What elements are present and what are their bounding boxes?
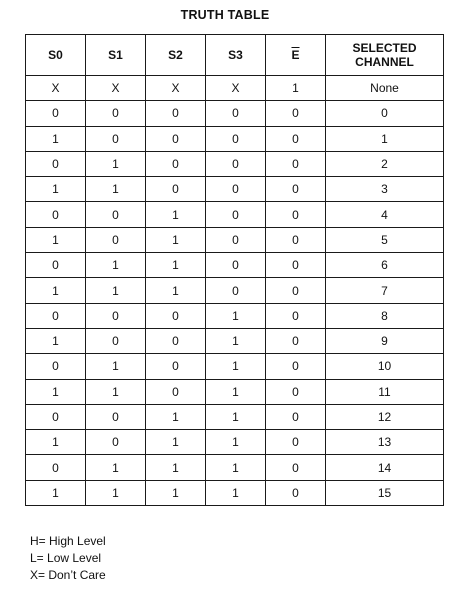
cell-s3: 0	[206, 126, 266, 151]
cell-s2: 1	[146, 253, 206, 278]
table-row	[26, 328, 444, 353]
cell-s0: 1	[26, 278, 86, 303]
table-row	[26, 455, 444, 480]
header-row	[26, 35, 444, 76]
cell-s0: 1	[26, 430, 86, 455]
header-enable-label: $\overline{E}$	[291, 48, 300, 62]
cell-selected-channel: 1	[326, 126, 444, 151]
table-row	[26, 101, 444, 126]
cell-s3: 0	[206, 151, 266, 176]
cell-selected-channel: 11	[326, 379, 444, 404]
header-channel-line1: SELECTED	[352, 41, 417, 55]
cell-s3: 1	[206, 303, 266, 328]
cell-s0: 1	[26, 227, 86, 252]
header-enable	[266, 35, 326, 76]
table-row	[26, 430, 444, 455]
table-row	[26, 303, 444, 328]
header-s0: S0	[26, 35, 86, 76]
cell-selected-channel: 13	[326, 430, 444, 455]
cell-s1: 0	[86, 202, 146, 227]
cell-s1: 0	[86, 430, 146, 455]
cell-enable: 0	[266, 455, 326, 480]
cell-s1: 0	[86, 303, 146, 328]
cell-s3: 0	[206, 202, 266, 227]
cell-enable: 0	[266, 379, 326, 404]
table-header	[26, 35, 444, 76]
table-row	[26, 202, 444, 227]
cell-s3: 1	[206, 379, 266, 404]
table-body	[26, 76, 444, 506]
cell-s3: 0	[206, 278, 266, 303]
cell-enable: 0	[266, 328, 326, 353]
cell-selected-channel: 7	[326, 278, 444, 303]
cell-s2: 1	[146, 480, 206, 505]
cell-s3: 0	[206, 101, 266, 126]
cell-s3: 1	[206, 328, 266, 353]
cell-selected-channel: 15	[326, 480, 444, 505]
cell-s2: 0	[146, 379, 206, 404]
table-row	[26, 379, 444, 404]
cell-s3: 1	[206, 404, 266, 429]
cell-enable: 0	[266, 303, 326, 328]
table-row	[26, 278, 444, 303]
cell-s0: 1	[26, 379, 86, 404]
table-row	[26, 177, 444, 202]
cell-s1: 0	[86, 227, 146, 252]
cell-selected-channel: 5	[326, 227, 444, 252]
cell-enable: 0	[266, 278, 326, 303]
cell-enable: 0	[266, 101, 326, 126]
cell-enable: 0	[266, 253, 326, 278]
legend-low-level: L= Low Level	[30, 551, 102, 565]
cell-s2: 0	[146, 151, 206, 176]
cell-s1: 1	[86, 480, 146, 505]
table-title: TRUTH TABLE	[180, 8, 270, 22]
cell-s0: 1	[26, 328, 86, 353]
cell-s2: 1	[146, 404, 206, 429]
cell-selected-channel: None	[326, 76, 444, 101]
cell-s3: 1	[206, 480, 266, 505]
cell-enable: 0	[266, 480, 326, 505]
table-row	[26, 480, 444, 505]
cell-selected-channel: 14	[326, 455, 444, 480]
legend	[30, 533, 106, 584]
cell-s0: 0	[26, 253, 86, 278]
table-row	[26, 126, 444, 151]
cell-s0: 0	[26, 202, 86, 227]
cell-enable: 0	[266, 354, 326, 379]
cell-s2: 1	[146, 430, 206, 455]
cell-s0: 1	[26, 126, 86, 151]
cell-s2: 1	[146, 227, 206, 252]
cell-s0: 0	[26, 303, 86, 328]
table-row	[26, 253, 444, 278]
cell-enable: 0	[266, 177, 326, 202]
cell-s0: 0	[26, 354, 86, 379]
legend-high-level: H= High Level	[30, 534, 106, 548]
header-s2: S2	[146, 35, 206, 76]
cell-selected-channel: 2	[326, 151, 444, 176]
header-s1: S1	[86, 35, 146, 76]
legend-dont-care: X= Don’t Care	[30, 568, 106, 582]
cell-s2: 0	[146, 177, 206, 202]
header-selected-channel	[326, 35, 444, 76]
cell-s0: X	[26, 76, 86, 101]
cell-s2: 0	[146, 354, 206, 379]
cell-s1: 1	[86, 177, 146, 202]
cell-s0: 1	[26, 177, 86, 202]
cell-s1: 1	[86, 253, 146, 278]
cell-s0: 0	[26, 455, 86, 480]
cell-s3: 0	[206, 227, 266, 252]
cell-s2: 0	[146, 328, 206, 353]
cell-enable: 1	[266, 76, 326, 101]
cell-enable: 0	[266, 430, 326, 455]
cell-s2: 0	[146, 303, 206, 328]
cell-s1: 0	[86, 126, 146, 151]
cell-s0: 1	[26, 480, 86, 505]
cell-s1: 1	[86, 354, 146, 379]
header-s3: S3	[206, 35, 266, 76]
cell-s0: 0	[26, 404, 86, 429]
cell-s1: 1	[86, 278, 146, 303]
cell-selected-channel: 10	[326, 354, 444, 379]
cell-s1: 1	[86, 455, 146, 480]
cell-s2: 0	[146, 101, 206, 126]
cell-s1: 0	[86, 328, 146, 353]
cell-selected-channel: 12	[326, 404, 444, 429]
table-row	[26, 404, 444, 429]
cell-s0: 0	[26, 101, 86, 126]
cell-selected-channel: 0	[326, 101, 444, 126]
cell-s1: X	[86, 76, 146, 101]
table-row	[26, 227, 444, 252]
cell-enable: 0	[266, 227, 326, 252]
cell-selected-channel: 8	[326, 303, 444, 328]
cell-s3: 0	[206, 177, 266, 202]
cell-s2: 0	[146, 126, 206, 151]
cell-s0: 0	[26, 151, 86, 176]
table-row	[26, 354, 444, 379]
truth-table	[25, 34, 444, 506]
cell-s1: 0	[86, 101, 146, 126]
cell-s3: 1	[206, 354, 266, 379]
cell-s2: 1	[146, 278, 206, 303]
cell-selected-channel: 6	[326, 253, 444, 278]
cell-s2: 1	[146, 202, 206, 227]
cell-selected-channel: 3	[326, 177, 444, 202]
cell-s2: X	[146, 76, 206, 101]
cell-s2: 1	[146, 455, 206, 480]
cell-s1: 1	[86, 379, 146, 404]
cell-selected-channel: 4	[326, 202, 444, 227]
cell-selected-channel: 9	[326, 328, 444, 353]
cell-s3: 0	[206, 253, 266, 278]
table-row	[26, 151, 444, 176]
table-row	[26, 76, 444, 101]
cell-enable: 0	[266, 202, 326, 227]
cell-s1: 1	[86, 151, 146, 176]
cell-enable: 0	[266, 126, 326, 151]
cell-s3: 1	[206, 455, 266, 480]
cell-enable: 0	[266, 151, 326, 176]
cell-s1: 0	[86, 404, 146, 429]
cell-enable: 0	[266, 404, 326, 429]
header-channel-line2: CHANNEL	[355, 55, 414, 69]
cell-s3: X	[206, 76, 266, 101]
cell-s3: 1	[206, 430, 266, 455]
